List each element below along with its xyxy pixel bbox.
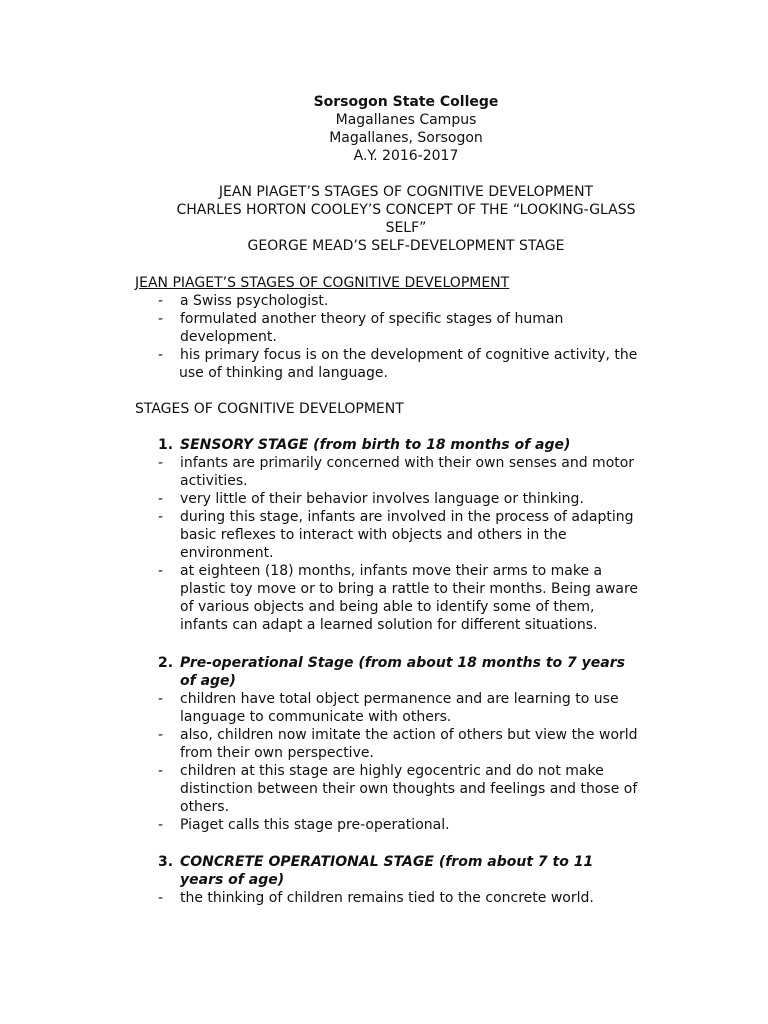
bullet-dash: - (158, 347, 164, 363)
academic-year: A.Y. 2016-2017 (353, 148, 459, 164)
document-header (0, 93, 768, 165)
stage-title-text: years of age) (180, 872, 285, 888)
stage-number: 2. (158, 655, 174, 671)
bullet-text: infants are primarily concerned with their own senses and motor (180, 455, 635, 471)
bullet-text: basic reflexes to interact with objects and others in the (180, 527, 567, 543)
stage-title-text: Pre-operational Stage (from about 18 months to 7 years (180, 655, 625, 671)
bullet-text: children at this stage are highly egocentric and do not make (180, 763, 604, 779)
bullet-text: plastic toy move or to bring a rattle to their months. Being aware (180, 581, 639, 597)
bullet-dash: - (158, 817, 164, 833)
bullet-dash: - (158, 455, 164, 471)
bullet-dash: - (158, 890, 164, 906)
bullet-text: also, children now imitate the action of others but view the world (180, 727, 638, 743)
stages-heading: STAGES OF COGNITIVE DEVELOPMENT (135, 401, 404, 417)
bullet-text: children have total object permanence and are learning to use (180, 691, 619, 707)
bullet-text: others. (180, 799, 230, 815)
bullet-dash: - (158, 491, 164, 507)
topic-list (0, 183, 768, 255)
bullet-text: of various objects and being able to identify some of them, (180, 599, 595, 615)
list-item (135, 889, 695, 907)
stage-number: 3. (158, 854, 174, 870)
list-item (135, 816, 695, 834)
bullet-text: at eighteen (18) months, infants move their arms to make a (180, 563, 603, 579)
bullet-text: a Swiss psychologist. (180, 293, 329, 309)
bullet-text: very little of their behavior involves language or thinking. (180, 491, 584, 507)
topic-cooley-cont: SELF” (385, 220, 427, 236)
stage-title-text: SENSORY STAGE (from birth to 18 months of age) (180, 437, 571, 453)
bullet-text: Piaget calls this stage pre-operational. (180, 817, 450, 833)
bullet-text: development. (180, 329, 277, 345)
school-name: Sorsogon State College (313, 94, 499, 110)
stage-number: 1. (158, 437, 174, 453)
list-item (135, 292, 695, 310)
bullet-text: his primary focus is on the development of cognitive activity, the (180, 347, 638, 363)
campus-name: Magallanes Campus (335, 112, 477, 128)
topic-cooley: CHARLES HORTON COOLEY’S CONCEPT OF THE “LOOKING-GLASS (176, 202, 636, 218)
stage-3-title (135, 853, 695, 889)
stage-2-title (135, 654, 695, 690)
campus-location: Magallanes, Sorsogon (329, 130, 483, 146)
bullet-dash: - (158, 311, 164, 327)
bullet-text: formulated another theory of specific stages of human (180, 311, 564, 327)
stage-title-text: CONCRETE OPERATIONAL STAGE (from about 7 to 11 (180, 854, 594, 870)
bullet-text: language to communicate with others. (180, 709, 452, 725)
bullet-text: activities. (180, 473, 248, 489)
bullet-dash: - (158, 293, 164, 309)
bullet-text: infants can adapt a learned solution for different situations. (180, 617, 598, 633)
list-item (135, 726, 695, 762)
stage-3-section (135, 853, 695, 907)
list-item (135, 490, 695, 508)
stages-section-heading-wrap (135, 400, 695, 418)
list-item (135, 346, 695, 382)
topic-mead: GEORGE MEAD’S SELF-DEVELOPMENT STAGE (247, 238, 565, 254)
bullet-dash: - (158, 563, 164, 579)
piaget-section (135, 274, 695, 382)
list-item (135, 454, 695, 490)
bullet-dash: - (158, 727, 164, 743)
bullet-text: use of thinking and language. (179, 365, 388, 381)
bullet-dash: - (158, 509, 164, 525)
bullet-text: distinction between their own thoughts and feelings and those of (180, 781, 638, 797)
list-item (135, 690, 695, 726)
stage-1-section (135, 436, 695, 634)
bullet-dash: - (158, 763, 164, 779)
bullet-text: the thinking of children remains tied to the concrete world. (180, 890, 594, 906)
piaget-heading: JEAN PIAGET’S STAGES OF COGNITIVE DEVELOPMENT (135, 275, 510, 291)
stage-title-text: of age) (180, 673, 236, 689)
list-item (135, 310, 695, 346)
list-item (135, 762, 695, 816)
list-item (135, 508, 695, 562)
stage-1-title (135, 436, 695, 454)
list-item (135, 562, 695, 634)
bullet-text: environment. (180, 545, 274, 561)
topic-piaget: JEAN PIAGET’S STAGES OF COGNITIVE DEVELOPMENT (218, 184, 594, 200)
stage-2-section (135, 654, 695, 834)
bullet-dash: - (158, 691, 164, 707)
bullet-text: during this stage, infants are involved in the process of adapting (180, 509, 634, 525)
bullet-text: from their own perspective. (180, 745, 374, 761)
